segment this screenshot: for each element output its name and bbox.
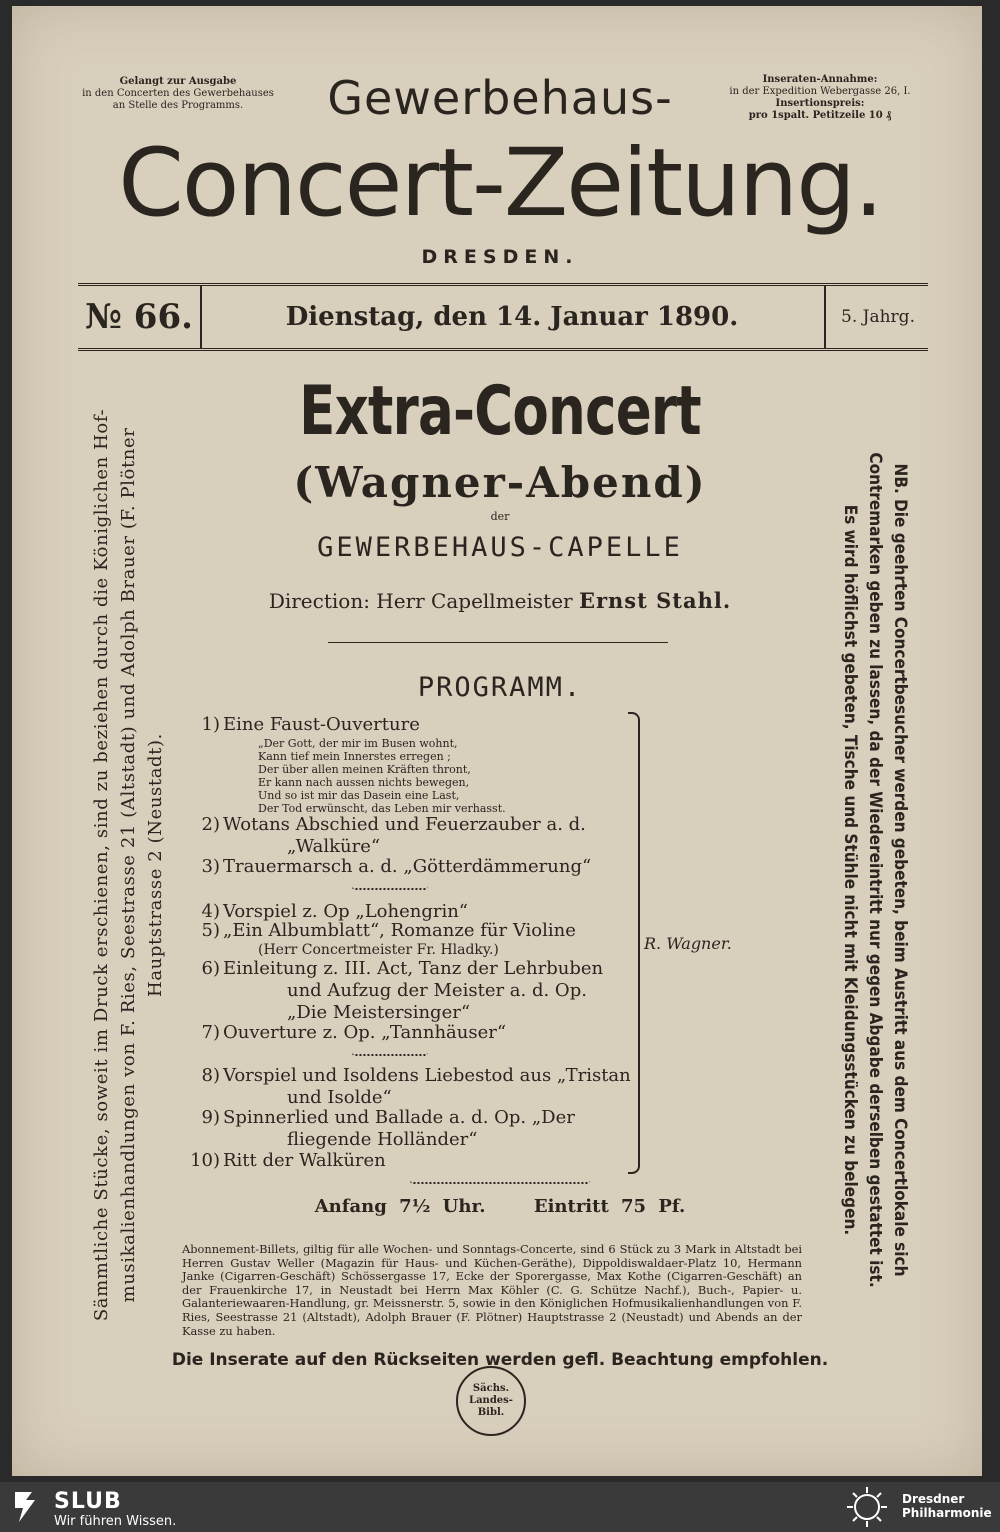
program-item-line: Vorspiel und Isoldens Liebestod aus „Tristan <box>223 1065 631 1086</box>
quote-line: Der über allen meinen Kräften thront, <box>258 763 471 776</box>
library-stamp <box>456 1366 526 1436</box>
slub-name: SLUB <box>54 1489 122 1514</box>
direction-line <box>0 588 1000 613</box>
concert-subheadline: (Wagner-Abend) <box>293 458 707 507</box>
philharmonie-logo-icon <box>842 1485 892 1529</box>
program-item-line: „Walküre“ <box>287 836 381 857</box>
subscription-note: Abonnement-Billets, giltig für alle Wochen- und Sonntags-Concerte, sind 6 Stück zu 3 Mark in Altstadt bei Herren Gustav Weller (Magazin für Haus- und Küchen-Geräthe), Dippoldiswaldaer-Platz 10, Hermann Janke (Cigarren-Geschäft) Schössergasse 17, Ecke der Sporergasse, Max Kothe (Cigarren-Geschäft) an der Frauenkirche 17, in Neustadt bei Herrn Max Köhler (C. G. Schütze Nachf.), Buch-, Papier- u. Galanteriewaaren-Handlung, gr. Meissnerstr. 5, sowie in den Königlichen Hofmusikalienhandlungen von F. Ries, Seestrasse 21 (Altstadt), Adolph Brauer (F. Plötner) Hauptstrasse 2 (Neustadt) und Abends an der Kasse zu haben. <box>182 1242 802 1338</box>
stamp-line: Sächs. <box>472 1383 510 1394</box>
masthead-title: Concert-Zeitung. <box>118 129 882 238</box>
quote-line: Kann tief mein Innerstes erregen ; <box>258 750 451 763</box>
nb-note-line: NB. Die geehrten Concertbesucher werden gebeten, beim Austritt aus dem Concertlokale sich <box>890 463 910 1277</box>
program-item-line: Wotans Abschied und Feuerzauber a. d. <box>223 814 586 835</box>
program-item-number: 4) <box>201 901 220 922</box>
program-item-title: Ouverture z. Op. „Tannhäuser“ <box>223 1022 507 1043</box>
program-item-number: 3) <box>201 856 220 877</box>
connector-word: der <box>490 510 510 523</box>
advertising-note-line: in der Expedition Webergasse 26, I. <box>729 86 911 97</box>
brand-bar <box>0 1482 1000 1532</box>
issue-year: 5. Jahrg. <box>824 286 930 348</box>
wavy-separator <box>410 1176 590 1184</box>
distribution-note-line: Gelangt zur Ausgabe <box>119 76 237 87</box>
program-item-line: und Isolde“ <box>287 1087 392 1108</box>
program-item-number: 5) <box>201 920 220 941</box>
philharmonie-name <box>902 1492 992 1520</box>
program-item-number: 10) <box>190 1150 220 1171</box>
ensemble-name: GEWERBEHAUS-CAPELLE <box>317 532 683 563</box>
stamp-line: Landes- <box>469 1395 513 1406</box>
nb-note-line: Contremarken geben zu lassen, da der Wiedereintritt nur gegen Abgabe derselben gestattet ist. <box>865 452 885 1288</box>
program-item-number: 7) <box>201 1022 220 1043</box>
distribution-note-line: in den Concerten des Gewerbehauses <box>82 88 274 99</box>
nb-note-line: Es wird höflichst gebeten, Tische und Stühle nicht mit Kleidungsstücken zu belegen. <box>840 504 860 1236</box>
masthead-city: DRESDEN. <box>421 246 579 268</box>
program-item-title: Eine Faust-Ouverture <box>223 714 420 735</box>
entry-price: Eintritt 75 Pf. <box>533 1196 686 1217</box>
faust-quote <box>258 737 598 815</box>
program-item-title <box>223 958 633 1024</box>
advertising-note-line: pro 1spalt. Petitzeile 10 ₰ <box>748 110 892 121</box>
program-item-line: Einleitung z. III. Act, Tanz der Lehrbuben <box>223 958 604 979</box>
conductor-name: Ernst Stahl. <box>578 588 732 613</box>
philharmonie-name-line: Philharmonie <box>902 1506 992 1520</box>
quote-line: Und so ist mir das Dasein eine Last, <box>258 789 460 802</box>
stamp-line: Bibl. <box>477 1407 505 1418</box>
sales-note-line: Hauptstrasse 2 (Neustadt). <box>145 733 166 997</box>
wavy-separator <box>352 1048 428 1056</box>
program-item-title: „Ein Albumblatt“, Romanze für Violine <box>223 920 576 941</box>
program-item-number: 8) <box>201 1065 220 1086</box>
advertising-note-line: Inseraten-Annahme: <box>762 74 878 85</box>
quote-line: Er kann nach aussen nichts bewegen, <box>258 776 470 789</box>
wavy-separator <box>352 882 428 890</box>
philharmonie-name-line: Dresdner <box>902 1492 965 1506</box>
program-item-line: „Die Meistersinger“ <box>287 1002 471 1023</box>
direction-prefix: Direction: Herr Capellmeister <box>268 589 573 613</box>
program-item-line: und Aufzug der Meister a. d. Op. <box>287 980 587 1001</box>
issue-date: Dienstag, den 14. Januar 1890. <box>285 302 739 332</box>
program-item-title: Trauermarsch a. d. „Götterdämmerung“ <box>223 856 592 877</box>
quote-line: Der Tod erwünscht, das Leben mir verhasst. <box>258 802 506 815</box>
program-heading: PROGRAMM. <box>417 672 583 703</box>
composer-bracket <box>628 712 640 1174</box>
program-item-number: 9) <box>201 1107 220 1128</box>
program-item-title: Vorspiel z. Op „Lohengrin“ <box>223 901 468 922</box>
divider-rule <box>328 642 668 643</box>
advertising-note-line: Insertionspreis: <box>775 98 865 109</box>
advertisement-note: Die Inserate auf den Rückseiten werden gefl. Beachtung empfohlen. <box>171 1350 829 1370</box>
issue-number: № 66. <box>78 286 202 348</box>
program-item-number: 1) <box>201 714 220 735</box>
program-item-title <box>223 1065 633 1109</box>
quote-line: „Der Gott, der mir im Busen wohnt, <box>258 737 458 750</box>
program-item-line: Spinnerlied und Ballade a. d. Op. „Der <box>223 1107 575 1128</box>
slub-tagline: Wir führen Wissen. <box>54 1514 177 1529</box>
program-item-number: 6) <box>201 958 220 979</box>
program-item-number: 2) <box>201 814 220 835</box>
issue-bar <box>78 283 928 351</box>
performer-note: (Herr Concertmeister Fr. Hladky.) <box>258 942 499 958</box>
masthead-top: Gewerbehaus- <box>327 71 673 125</box>
composer-name: R. Wagner. <box>644 934 732 953</box>
sales-note-line: musikalienhandlungen von F. Ries, Seestrasse 21 (Altstadt) und Adolph Brauer (F. Plötner <box>118 427 139 1303</box>
sales-note-line: Sämmtliche Stücke, soweit im Druck erschienen, sind zu beziehen durch die Königlichen Hof- <box>91 408 112 1322</box>
start-and-entry <box>0 1196 1000 1217</box>
distribution-note-line: an Stelle des Programms. <box>112 100 244 111</box>
program-item-title: Ritt der Walküren <box>223 1150 386 1171</box>
concert-headline: Extra-Concert <box>299 372 701 451</box>
program-item-line: fliegende Holländer“ <box>287 1129 478 1150</box>
program-item-title <box>223 1107 633 1151</box>
program-item-title <box>223 814 633 858</box>
slub-logo-icon <box>12 1490 38 1524</box>
start-time: Anfang 7½ Uhr. <box>314 1196 486 1217</box>
